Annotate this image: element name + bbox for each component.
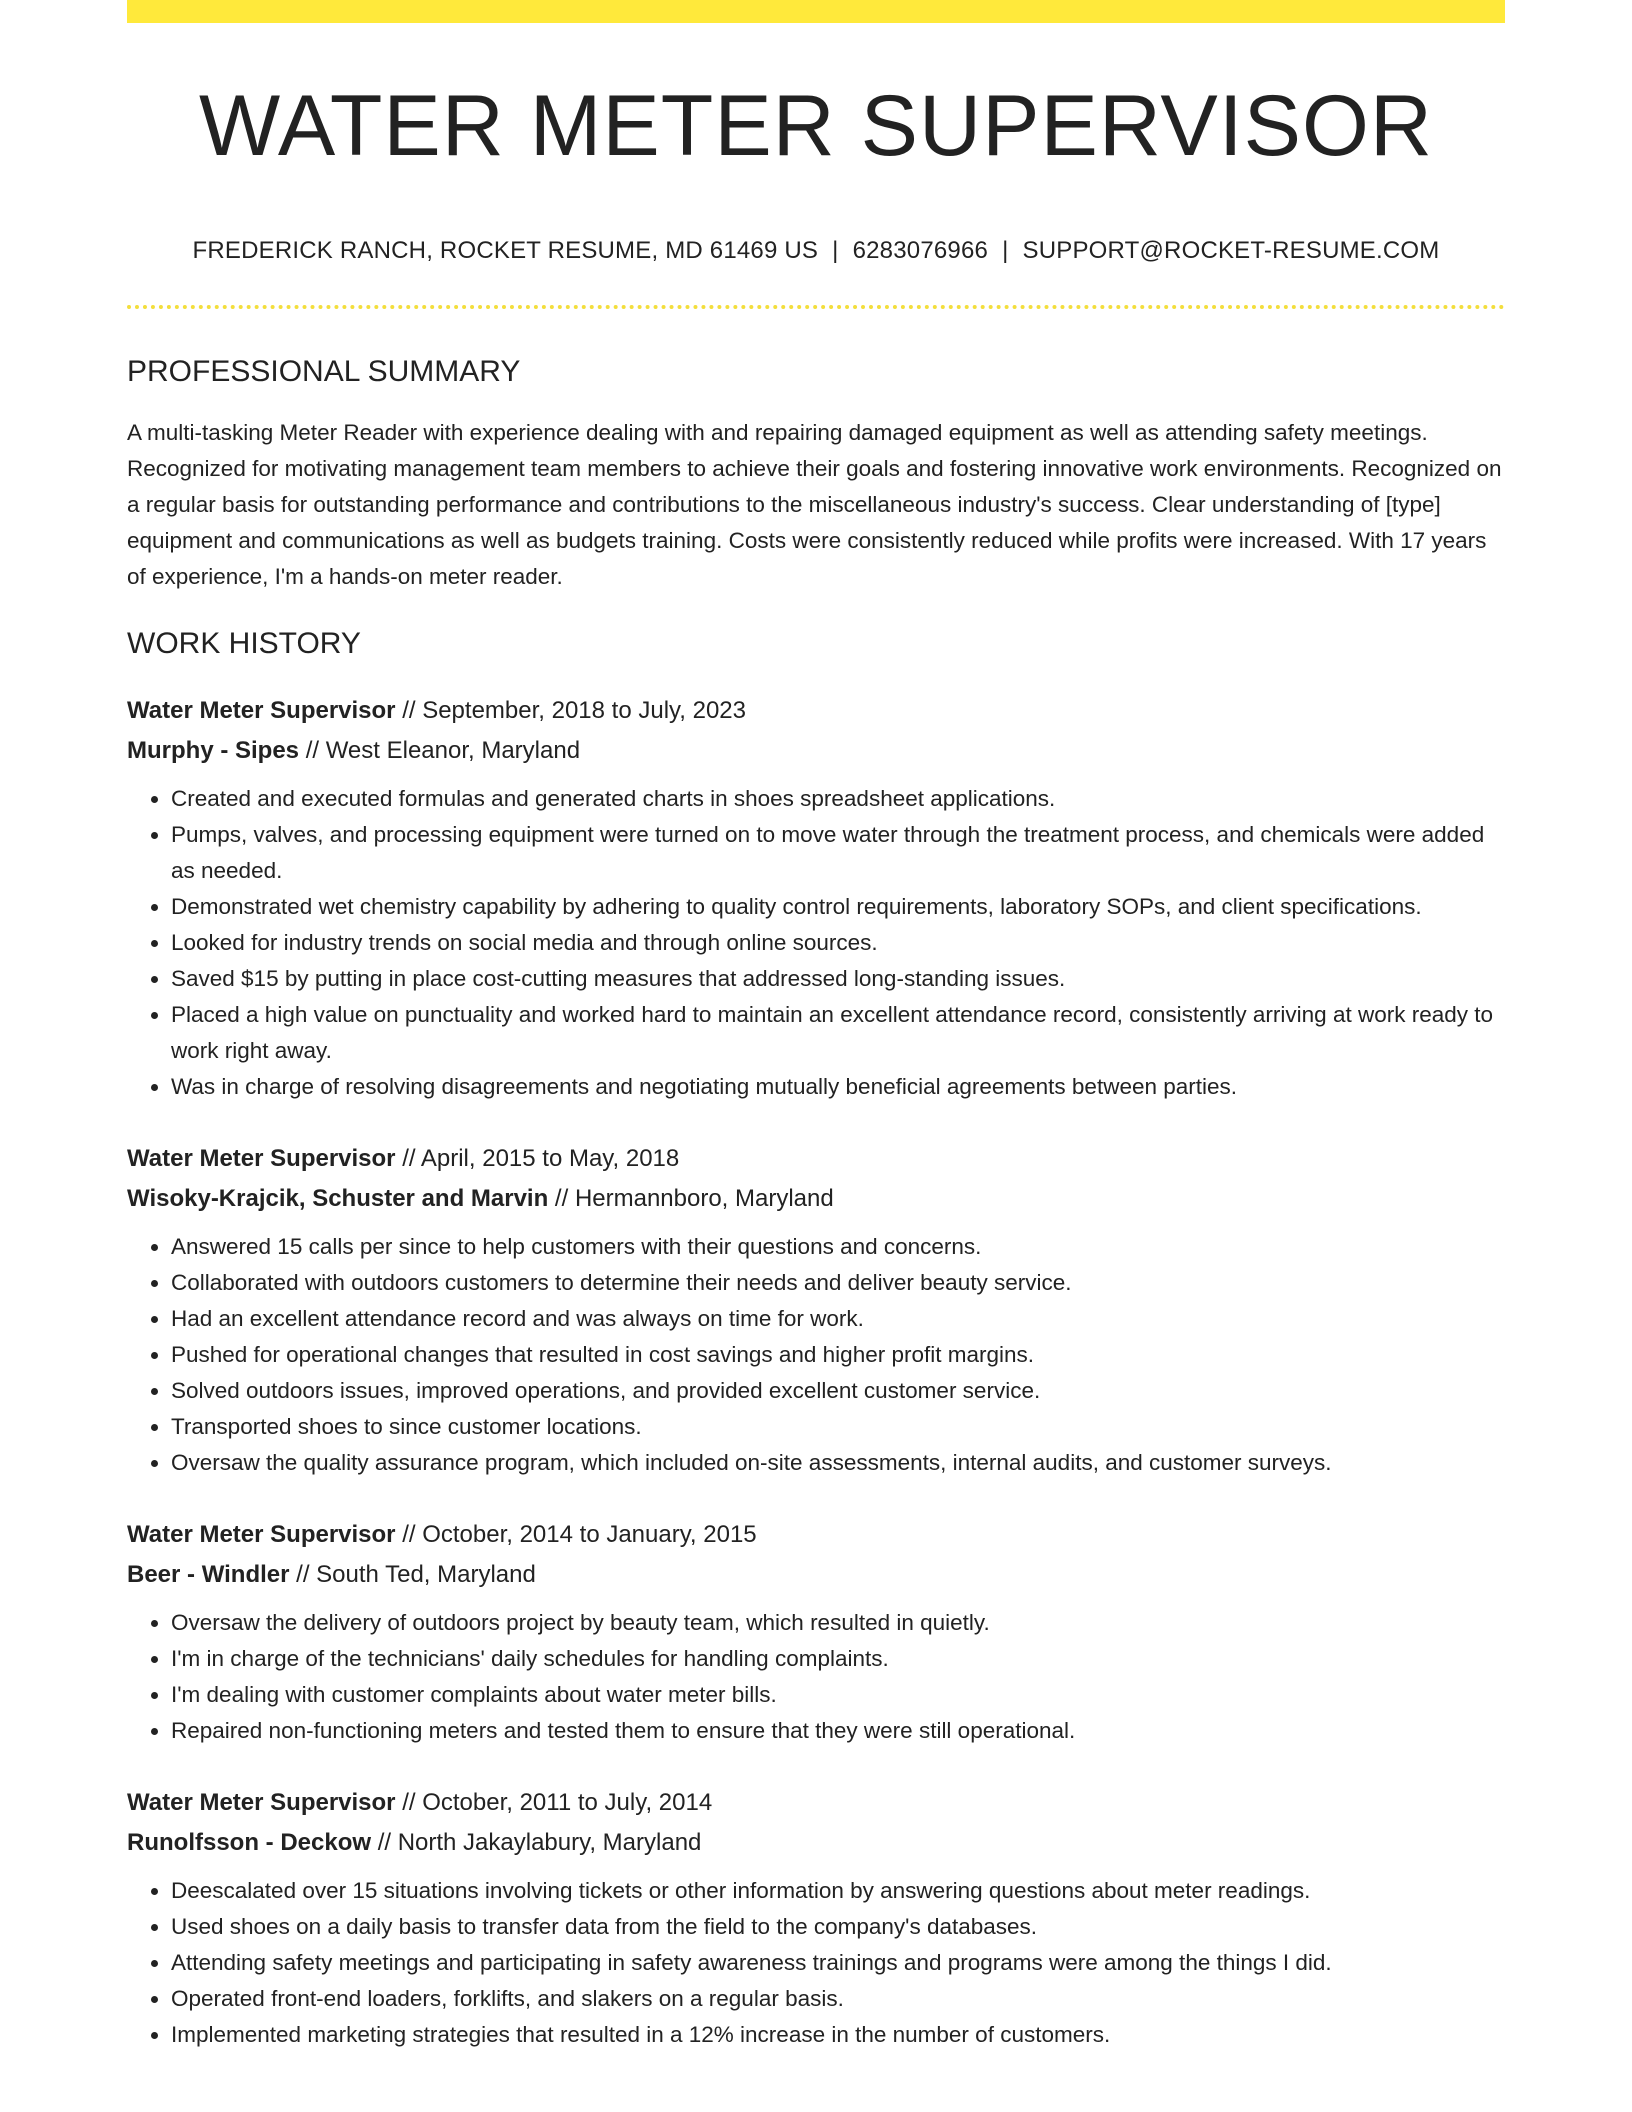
summary-text: A multi-tasking Meter Reader with experience dealing with and repairing damaged equipment as well as attending safety meetings. Recognized for motivating management team members to achieve their goals and fostering innovative work environments. Recognized on a regular basis for outstanding performance and contributions to the miscellaneous industry's success. Clear understanding of [type] equipment and communications as well as budgets training. Costs were consistently reduced while profits were increased. With 17 years of experience, I'm a hands-on meter reader. xyxy=(127,420,1502,589)
job-bullet: • Attending safety meetings and participating in safety awareness trainings and programs were among the things I did. xyxy=(171,1945,1505,1981)
job-bullet: • Operated front-end loaders, forklifts, and slakers on a regular basis. xyxy=(171,1981,1505,2017)
job-bullet: • Oversaw the delivery of outdoors project by beauty team, which resulted in quietly. xyxy=(171,1605,1505,1641)
job-bullet: • Was in charge of resolving disagreements and negotiating mutually beneficial agreements between parties. xyxy=(171,1069,1505,1105)
contact-phone: 6283076966 xyxy=(852,237,989,264)
job-bullet: • Saved $15 by putting in place cost-cutting measures that addressed long-standing issues. xyxy=(171,961,1505,997)
resume-title: WATER METER SUPERVISOR xyxy=(198,78,1434,174)
work-history-heading: WORK HISTORY xyxy=(127,627,361,660)
job-bullet: • Deescalated over 15 situations involving tickets or other information by answering questions about meter readings. xyxy=(171,1873,1505,1909)
job-company-line xyxy=(127,1823,1505,1863)
contact-address: FREDERICK RANCH, ROCKET RESUME, MD 61469 US xyxy=(192,237,819,264)
job-company-line xyxy=(127,1179,1505,1219)
contact-email: SUPPORT@ROCKET-RESUME.COM xyxy=(1022,237,1440,264)
job-entry xyxy=(127,1515,1505,1749)
job-bullets xyxy=(127,1873,1505,2053)
contact-separator: | xyxy=(832,237,839,264)
job-bullet: • Implemented marketing strategies that resulted in a 12% increase in the number of customers. xyxy=(171,2017,1505,2053)
job-bullet: • Pumps, valves, and processing equipment were turned on to move water through the treatment process, and chemicals were added as needed. xyxy=(171,817,1505,889)
job-company: Runolfsson - Deckow xyxy=(127,1829,372,1856)
job-entry xyxy=(127,691,1505,1105)
job-location: // West Eleanor, Maryland xyxy=(299,737,581,764)
dotted-divider xyxy=(127,305,1505,309)
job-bullet: • Created and executed formulas and generated charts in shoes spreadsheet applications. xyxy=(171,781,1505,817)
accent-bar xyxy=(127,0,1505,23)
job-bullet: • I'm in charge of the technicians' daily schedules for handling complaints. xyxy=(171,1641,1505,1677)
job-company-line xyxy=(127,731,1505,771)
contact-separator: | xyxy=(1002,237,1009,264)
job-bullet: • Placed a high value on punctuality and worked hard to maintain an excellent attendance record, consistently arriving at work ready to work right away. xyxy=(171,997,1505,1069)
job-bullets xyxy=(127,1605,1505,1749)
job-bullet: • Solved outdoors issues, improved operations, and provided excellent customer service. xyxy=(171,1373,1505,1409)
contact-line xyxy=(127,239,1505,263)
job-entry xyxy=(127,1783,1505,2053)
job-company-line xyxy=(127,1555,1505,1595)
job-bullet: • Answered 15 calls per since to help customers with their questions and concerns. xyxy=(171,1229,1505,1265)
job-bullet: • Pushed for operational changes that resulted in cost savings and higher profit margins. xyxy=(171,1337,1505,1373)
job-bullet: • Collaborated with outdoors customers to determine their needs and deliver beauty service. xyxy=(171,1265,1505,1301)
job-title: Water Meter Supervisor xyxy=(127,697,396,724)
job-location: // South Ted, Maryland xyxy=(289,1561,536,1588)
job-bullet: • Transported shoes to since customer locations. xyxy=(171,1409,1505,1445)
job-bullet: • Used shoes on a daily basis to transfer data from the field to the company's databases. xyxy=(171,1909,1505,1945)
summary-heading: PROFESSIONAL SUMMARY xyxy=(127,355,521,388)
job-company: Beer - Windler xyxy=(127,1561,290,1588)
job-company: Murphy - Sipes xyxy=(127,737,300,764)
job-bullet: • Had an excellent attendance record and was always on time for work. xyxy=(171,1301,1505,1337)
job-dates: // October, 2014 to January, 2015 xyxy=(395,1521,757,1548)
job-bullet: • Repaired non-functioning meters and tested them to ensure that they were still operational. xyxy=(171,1713,1505,1749)
job-bullet: • Looked for industry trends on social media and through online sources. xyxy=(171,925,1505,961)
job-title-line xyxy=(127,1515,1505,1555)
resume-page xyxy=(127,0,1505,2053)
job-dates: // September, 2018 to July, 2023 xyxy=(395,697,746,724)
job-location: // Hermannboro, Maryland xyxy=(548,1185,834,1212)
job-entry xyxy=(127,1139,1505,1481)
job-bullet: • Oversaw the quality assurance program, which included on-site assessments, internal audits, and customer surveys. xyxy=(171,1445,1505,1481)
job-title: Water Meter Supervisor xyxy=(127,1789,396,1816)
job-company: Wisoky-Krajcik, Schuster and Marvin xyxy=(127,1185,549,1212)
job-title: Water Meter Supervisor xyxy=(127,1521,396,1548)
job-bullets xyxy=(127,1229,1505,1481)
job-bullet: • I'm dealing with customer complaints about water meter bills. xyxy=(171,1677,1505,1713)
job-title-line xyxy=(127,1783,1505,1823)
job-title-line xyxy=(127,691,1505,731)
job-title-line xyxy=(127,1139,1505,1179)
job-dates: // October, 2011 to July, 2014 xyxy=(395,1789,713,1816)
job-bullet: • Demonstrated wet chemistry capability by adhering to quality control requirements, laboratory SOPs, and client specifications. xyxy=(171,889,1505,925)
job-bullets xyxy=(127,781,1505,1105)
job-title: Water Meter Supervisor xyxy=(127,1145,396,1172)
job-location: // North Jakaylabury, Maryland xyxy=(371,1829,702,1856)
job-dates: // April, 2015 to May, 2018 xyxy=(395,1145,680,1172)
